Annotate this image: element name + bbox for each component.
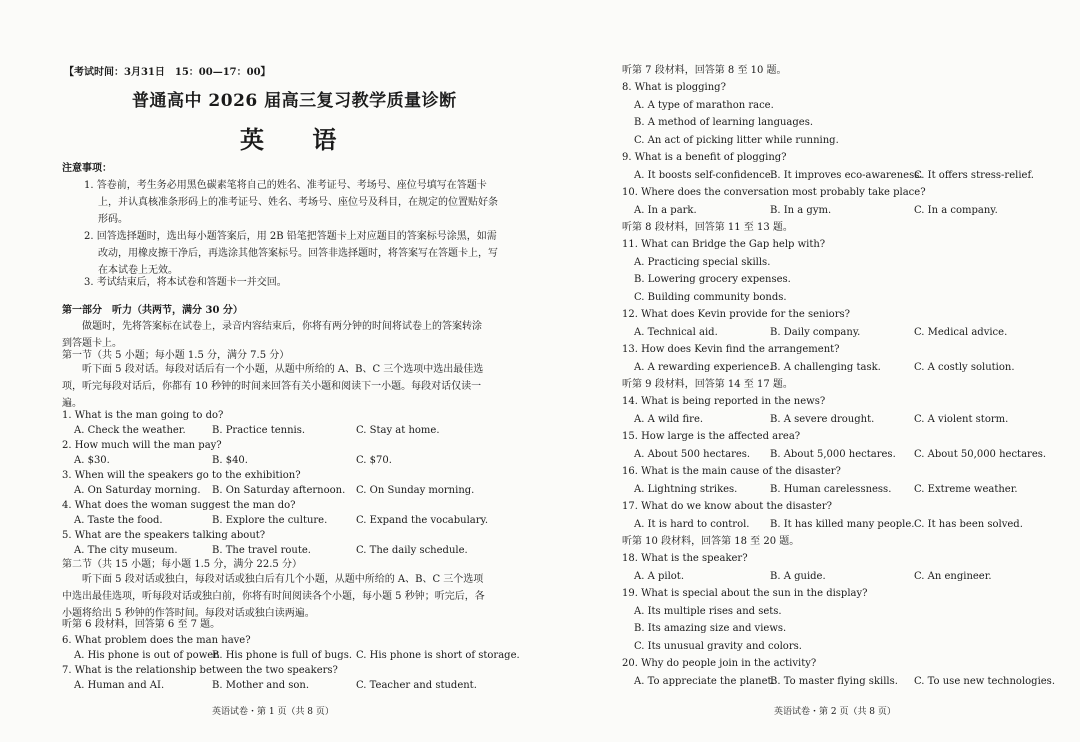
notes-heading: 注意事项： (62, 163, 112, 174)
q7-option-b: B. Mother and son. (212, 680, 310, 691)
q16-option-c: C. Extreme weather. (914, 484, 1018, 495)
q7-option-a: A. Human and AI. (74, 680, 165, 691)
question-17: 17. What do we know about the disaster? (622, 501, 832, 512)
question-2: 2. How much will the man pay? (62, 440, 222, 451)
q13-option-c: C. A costly solution. (914, 362, 1015, 373)
q16-option-b: B. Human carelessness. (770, 484, 892, 495)
q10-option-b: B. In a gym. (770, 205, 832, 216)
q2-option-a: A. $30. (74, 455, 110, 466)
q17-option-c: C. It has been solved. (914, 519, 1023, 530)
q15-option-b: B. About 5,000 hectares. (770, 449, 896, 460)
subject-title: 英 语 (240, 125, 357, 154)
q14-option-b: B. A severe drought. (770, 414, 875, 425)
q4-option-c: C. Expand the vocabulary. (356, 515, 489, 526)
material-9: 听第 9 段材料，回答第 14 至 17 题。 (622, 379, 793, 390)
question-12: 12. What does Kevin provide for the seniors? (622, 309, 850, 320)
q6-option-a: A. His phone is out of power. (74, 650, 221, 661)
q13-option-b: B. A challenging task. (770, 362, 881, 373)
q13-option-a: A. A rewarding experience. (634, 362, 773, 373)
section2-intro: 听下面 5 段对话或独白，每段对话或独白后有几个小题，从题中所给的 A、B、C 三个选项中选出最佳选项，听每段对话或独白前，你将有时间阅读各个小题，每小题 5 秒钟；听完后，各小题将给出 5 秒钟的作答时间。每段对话或独白读两遍。 (62, 574, 485, 619)
question-9: 9. What is a benefit of plogging? (622, 152, 787, 163)
q12-option-c: C. Medical advice. (914, 327, 1008, 338)
question-3: 3. When will the speakers go to the exhibition? (62, 470, 301, 481)
part1-intro: 做题时，先将答案标在试卷上，录音内容结束后，你将有两分钟的时间将试卷上的答案转涂到答题卡上。 (62, 321, 482, 349)
q10-option-a: A. In a park. (634, 205, 697, 216)
q18-option-c: C. An engineer. (914, 571, 992, 582)
question-14: 14. What is being reported in the news? (622, 396, 826, 407)
question-13: 13. How does Kevin find the arrangement? (622, 344, 840, 355)
q12-option-b: B. Daily company. (770, 327, 861, 338)
material-7: 听第 7 段材料，回答第 8 至 10 题。 (622, 65, 787, 76)
q15-option-c: C. About 50,000 hectares. (914, 449, 1047, 460)
part1-heading: 第一部分 听力（共两节，满分 30 分） (62, 305, 243, 316)
material-8: 听第 8 段材料，回答第 11 至 13 题。 (622, 222, 793, 233)
question-10: 10. Where does the conversation most probably take place? (622, 187, 926, 198)
q6-option-c: C. His phone is short of storage. (356, 650, 520, 661)
q20-option-c: C. To use new technologies. (914, 676, 1055, 687)
q5-option-a: A. The city museum. (74, 545, 178, 556)
q8-option-b: B. A method of learning languages. (634, 117, 814, 128)
question-11: 11. What can Bridge the Gap help with? (622, 239, 826, 250)
question-6: 6. What problem does the man have? (62, 635, 251, 646)
page-footer-1: 英语试卷・第 1 页（共 8 页） (212, 707, 334, 717)
q4-option-a: A. Taste the food. (74, 515, 163, 526)
q6-option-b: B. His phone is full of bugs. (212, 650, 353, 661)
q4-option-b: B. Explore the culture. (212, 515, 328, 526)
q18-option-b: B. A guide. (770, 571, 826, 582)
q3-option-a: A. On Saturday morning. (74, 485, 201, 496)
q17-option-b: B. It has killed many people. (770, 519, 915, 530)
q9-option-b: B. It improves eco-awareness. (770, 170, 923, 181)
q19-option-b: B. Its amazing size and views. (634, 623, 787, 634)
material-10: 听第 10 段材料，回答第 18 至 20 题。 (622, 536, 800, 547)
note-item-1: 1. 答卷前，考生务必用黑色碳素笔将自己的姓名、准考证号、考场号、座位号填写在答题卡上，并认真核准条形码上的准考证号、姓名、考场号、座位号及科目，在规定的位置贴好条形码。 (84, 180, 498, 225)
q11-option-b: B. Lowering grocery expenses. (634, 274, 791, 285)
q1-option-b: B. Practice tennis. (212, 425, 306, 436)
q11-option-a: A. Practicing special skills. (634, 257, 771, 268)
exam-time: 【考试时间：3月31日 15：00—17：00】 (64, 67, 271, 78)
q1-option-c: C. Stay at home. (356, 425, 440, 436)
question-5: 5. What are the speakers talking about? (62, 530, 266, 541)
material-6: 听第 6 段材料，回答第 6 至 7 题。 (62, 619, 221, 630)
page-2 (540, 0, 1080, 742)
q2-option-b: B. $40. (212, 455, 248, 466)
question-4: 4. What does the woman suggest the man do? (62, 500, 296, 511)
q16-option-a: A. Lightning strikes. (634, 484, 738, 495)
q19-option-c: C. Its unusual gravity and colors. (634, 641, 802, 652)
q5-option-b: B. The travel route. (212, 545, 311, 556)
question-7: 7. What is the relationship between the two speakers? (62, 665, 338, 676)
q15-option-a: A. About 500 hectares. (634, 449, 751, 460)
q8-option-c: C. An act of picking litter while running. (634, 135, 839, 146)
q7-option-c: C. Teacher and student. (356, 680, 477, 691)
q9-option-a: A. It boosts self-confidence. (634, 170, 774, 181)
section2-heading: 第二节（共 15 小题；每小题 1.5 分，满分 22.5 分） (62, 559, 302, 570)
q2-option-c: C. $70. (356, 455, 392, 466)
q14-option-c: C. A violent storm. (914, 414, 1009, 425)
q3-option-c: C. On Sunday morning. (356, 485, 475, 496)
question-8: 8. What is plogging? (622, 82, 726, 93)
question-20: 20. Why do people join in the activity? (622, 658, 817, 669)
q19-option-a: A. Its multiple rises and sets. (634, 606, 782, 617)
section1-intro: 听下面 5 段对话。每段对话后有一个小题，从题中所给的 A、B、C 三个选项中选出最佳选项，听完每段对话后，你都有 10 秒钟的时间来回答有关小题和阅读下一小题。每段对话仅读一遍。 (62, 364, 484, 409)
note-item-2: 2. 回答选择题时，选出每小题答案后，用 2B 铅笔把答题卡上对应题目的答案标号涂黑，如需改动，用橡皮擦干净后，再选涂其他答案标号。回答非选择题时，将答案写在答题卡上，写在本试卷上无效。 (84, 231, 498, 276)
q8-option-a: A. A type of marathon race. (634, 100, 774, 111)
question-19: 19. What is special about the sun in the display? (622, 588, 868, 599)
q11-option-c: C. Building community bonds. (634, 292, 787, 303)
q14-option-a: A. A wild fire. (634, 414, 704, 425)
q10-option-c: C. In a company. (914, 205, 998, 216)
question-18: 18. What is the speaker? (622, 553, 748, 564)
section1-heading: 第一节（共 5 小题；每小题 1.5 分，满分 7.5 分） (62, 350, 290, 361)
page-footer-2: 英语试卷・第 2 页（共 8 页） (774, 707, 896, 717)
q18-option-a: A. A pilot. (634, 571, 684, 582)
q20-option-b: B. To master flying skills. (770, 676, 898, 687)
question-15: 15. How large is the affected area? (622, 431, 801, 442)
q12-option-a: A. Technical aid. (634, 327, 718, 338)
q1-option-a: A. Check the weather. (74, 425, 186, 436)
q17-option-a: A. It is hard to control. (634, 519, 750, 530)
exam-title: 普通高中 2026 届高三复习教学质量诊断 (132, 91, 457, 111)
note-item-3: 3. 考试结束后，将本试卷和答题卡一并交回。 (84, 277, 287, 288)
q3-option-b: B. On Saturday afternoon. (212, 485, 346, 496)
question-1: 1. What is the man going to do? (62, 410, 224, 421)
q20-option-a: A. To appreciate the planet. (634, 676, 775, 687)
question-16: 16. What is the main cause of the disaster? (622, 466, 841, 477)
q5-option-c: C. The daily schedule. (356, 545, 468, 556)
q9-option-c: C. It offers stress-relief. (914, 170, 1034, 181)
